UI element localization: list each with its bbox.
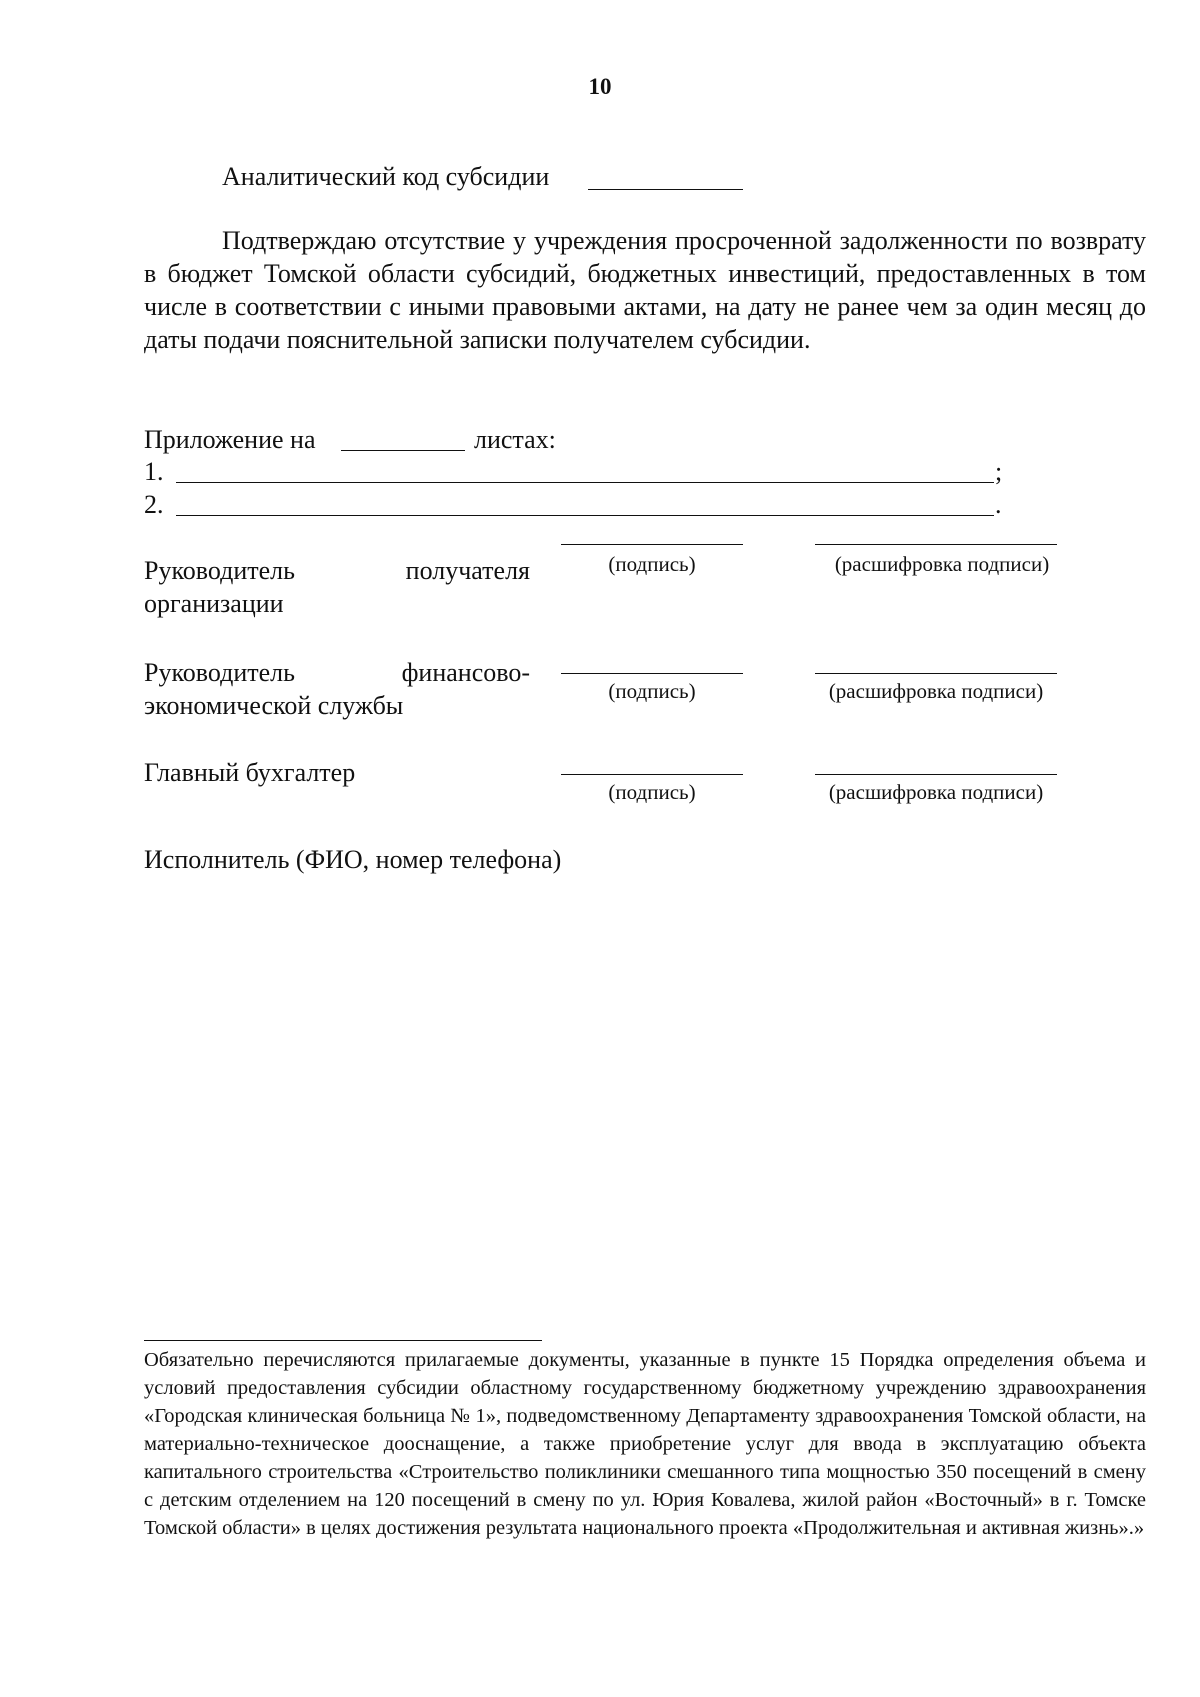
- signatory-role-accountant: Главный бухгалтер: [144, 758, 356, 787]
- signatory-role-word: получателя: [405, 556, 530, 585]
- attachments-sheet-count-field[interactable]: [341, 450, 465, 451]
- analytic-code-field[interactable]: [588, 189, 743, 190]
- signature-line[interactable]: [561, 673, 743, 674]
- analytic-code-label: Аналитический код субсидии: [222, 162, 550, 191]
- signatory-role-word: Руководитель: [144, 556, 295, 585]
- footnote-separator: [144, 1340, 542, 1341]
- attachment-item-number: 1.: [144, 457, 164, 486]
- footnote-text: Обязательно перечисляются прилагаемые документы, указанные в пункте 15 Порядка определения объема и условий предоставления субсидии областному государственному бюджетному учреждению здравоохранения «Городская клиническая больница № 1», подведомственному Департаменту здравоохранения Томской области, на материально-техническое дооснащение, а также приобретение услуг для ввода в эксплуатацию объекта капитального строительства «Строительство поликлиники смешанного типа мощностью 350 посещений в смену с детским отделением на 120 посещений в смену по ул. Юрия Ковалева, жилой район «Восточный» в г. Томске Томской области» в целях достижения результата национального проекта «Продолжительная и активная жизнь».»: [144, 1349, 1146, 1539]
- signature-decoding-line[interactable]: [815, 544, 1057, 545]
- signature-line[interactable]: [561, 774, 743, 775]
- signatory-role-finance-line: [144, 656, 530, 689]
- signatory-role-word: Руководитель: [144, 658, 295, 687]
- attachment-item-field[interactable]: [176, 515, 994, 516]
- attachment-item-field[interactable]: [176, 482, 994, 483]
- signature-caption: (подпись): [608, 679, 696, 703]
- signatory-role-finance-line2: экономической службы: [144, 691, 404, 720]
- signature-decoding-line[interactable]: [815, 774, 1057, 775]
- attachment-item-end: ;: [995, 457, 1003, 486]
- signature-line[interactable]: [561, 544, 743, 545]
- confirmation-paragraph: Подтверждаю отсутствие у учреждения просроченной задолженности по возврату в бюджет Томской области субсидий, бюджетных инвестиций, предоставленных в том числе в соответствии с иными правовыми актами, на дату не ранее чем за один месяц до даты подачи пояснительной записки получателем субсидии.: [144, 226, 1146, 354]
- attachments-suffix: листах:: [474, 425, 556, 454]
- signature-decoding-caption: (расшифровка подписи): [828, 780, 1044, 804]
- signatory-role-head-line: [144, 554, 530, 587]
- signature-caption: (подпись): [608, 780, 696, 804]
- signature-decoding-line[interactable]: [815, 673, 1057, 674]
- page-number: 10: [588, 74, 612, 99]
- signatory-role-word: финансово-: [401, 658, 530, 687]
- attachment-item-number: 2.: [144, 490, 164, 519]
- signatory-role-head-line2: организации: [144, 589, 284, 618]
- signature-decoding-caption: (расшифровка подписи): [834, 552, 1050, 576]
- attachment-item-end: .: [995, 490, 1002, 519]
- executor-label: Исполнитель (ФИО, номер телефона): [144, 845, 562, 874]
- signature-caption: (подпись): [608, 552, 696, 576]
- signature-decoding-caption: (расшифровка подписи): [828, 679, 1044, 703]
- attachments-prefix: Приложение на: [144, 425, 316, 454]
